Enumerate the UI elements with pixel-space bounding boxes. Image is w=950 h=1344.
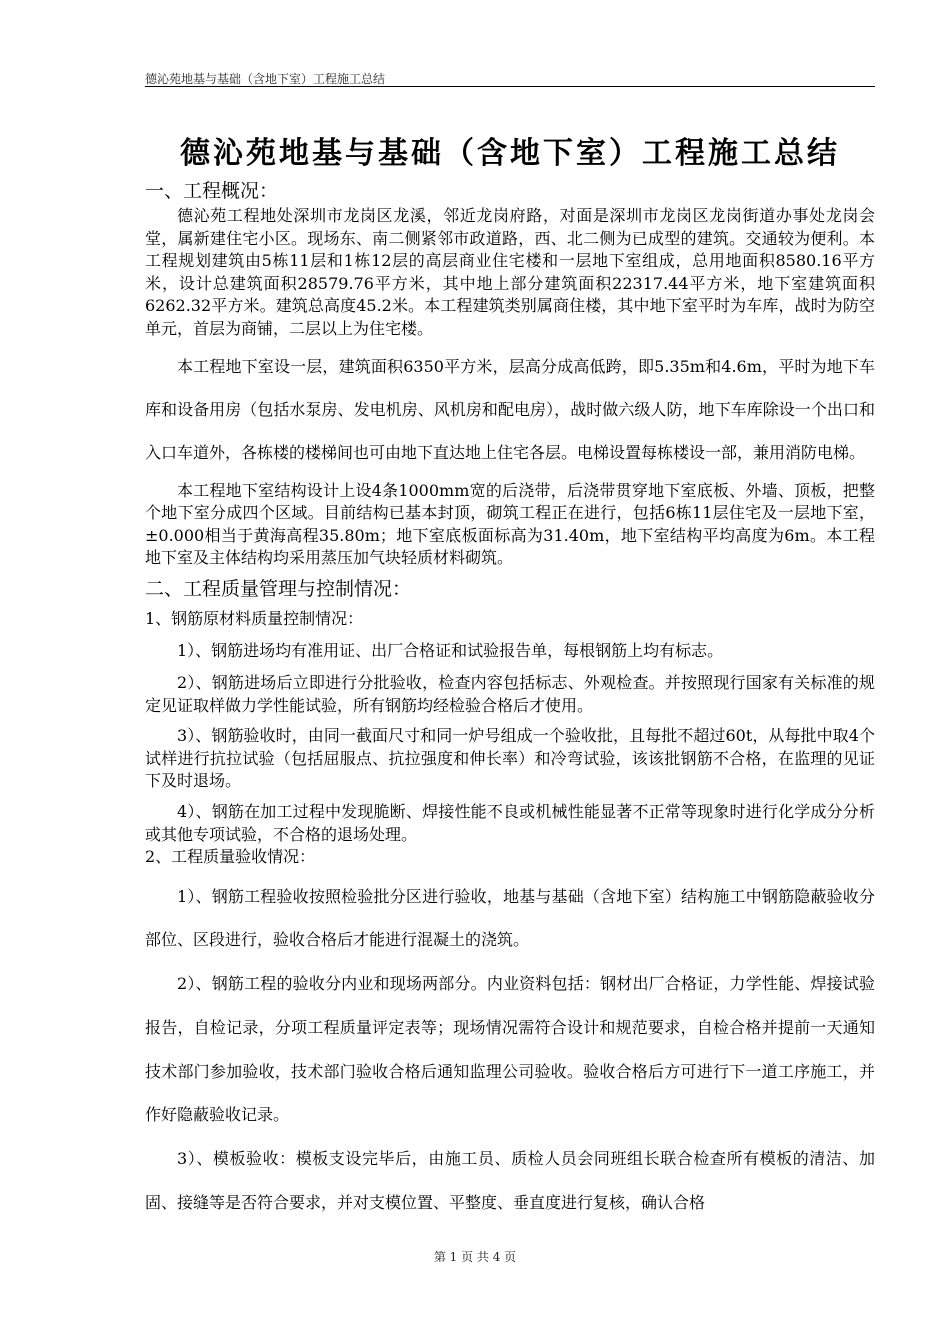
rebar-item-3: 3）、钢筋验收时，由同一截面尺寸和同一炉号组成一个验收批，且每批不超过60t，从每批中取4个试样进行抗拉试验（包括屈服点、抗拉强度和伸长率）和冷弯试验，该该批钢筋不合格，在监理的见证下及时退场。 xyxy=(145,726,875,791)
overview-paragraph-2: 本工程地下室设一层，建筑面积6350平方米，层高分成高低跨，即5.35m和4.6m，平时为地下车库和设备用房（包括水泵房、发电机房、风机房和配电房），战时做六级人防，地下车库除设一个出口和入口车道外，各栋楼的楼梯间也可由地下直达地上住宅各层。电梯设置每栋楼设一部，兼用消防电梯。 xyxy=(145,356,875,462)
section-heading-quality: 二、工程质量管理与控制情况： xyxy=(145,577,412,600)
running-header: 德沁苑地基与基础（含地下室）工程施工总结 xyxy=(145,72,386,86)
rebar-item-1: 1）、钢筋进场均有准用证、出厂合格证和试验报告单，每根钢筋上均有标志。 xyxy=(177,641,724,661)
document-body xyxy=(145,178,875,1224)
subsection-heading-acceptance: 2、工程质量验收情况： xyxy=(145,847,316,867)
rebar-item-4: 4）、钢筋在加工过程中发现脆断、焊接性能不良或机械性能显著不正常等现象时进行化学成分分析或其他专项试验，不合格的退场处理。 xyxy=(145,801,875,844)
overview-paragraph-3: 本工程地下室结构设计上设4条1000mm宽的后浇带，后浇带贯穿地下室底板、外墙、顶板，把整个地下室分成四个区域。目前结构已基本封顶，砌筑工程正在进行，包括6栋11层住宅及一层地下室，±0.000相当于黄海高程35.80m；地下室底板面标高为31.40m，地下室结构平均高度为6m。本工程地下室及主体结构均采用蒸压加气块轻质材料砌筑。 xyxy=(145,480,875,568)
subsection-heading-rebar-material: 1、钢筋原材料质量控制情况： xyxy=(145,608,364,628)
acceptance-item-1: 1）、钢筋工程验收按照检验批分区进行验收，地基与基础（含地下室）结构施工中钢筋隐蔽验收分部位、区段进行，验收合格后才能进行混凝土的浇筑。 xyxy=(145,886,875,950)
acceptance-item-2: 2）、钢筋工程的验收分内业和现场两部分。内业资料包括：钢材出厂合格证，力学性能、焊接试验报告，自检记录，分项工程质量评定表等；现场情况需符合设计和规范要求，自检合格并提前一天通知技术部门参加验收，技术部门验收合格后通知监理公司验收。验收合格后方可进行下一道工序施工，并作好隐蔽验收记录。 xyxy=(145,974,875,1125)
page-number-footer: 第 1 页 共 4 页 xyxy=(433,1250,517,1264)
overview-paragraph-1: 德沁苑工程地处深圳市龙岗区龙溪，邻近龙岗府路，对面是深圳市龙岗区龙岗街道办事处龙岗会堂，属新建住宅小区。现场东、南二侧紧邻市政道路，西、北二侧为已成型的建筑。交通较为便利。本工程规划建筑由5栋11层和1栋12层的高层商业住宅楼和一层地下室组成，总用地面积8580.16平方米，设计总建筑面积28579.76平方米，其中地上部分建筑面积22317.44平方米，地下室建筑面积6262.32平方米。建筑总高度45.2米。本工程建筑类别属商住楼，其中地下室平时为车库，战时为防空单元，首层为商铺，二层以上为住宅楼。 xyxy=(145,206,875,338)
acceptance-item-3: 3）、模板验收：模板支设完毕后，由施工员、质检人员会同班组长联合检查所有模板的清洁、加固、接缝等是否符合要求，并对支模位置、平整度、垂直度进行复核，确认合格 xyxy=(145,1148,875,1212)
header-rule xyxy=(145,86,875,87)
section-heading-overview: 一、工程概况： xyxy=(145,180,279,202)
rebar-item-2: 2）、钢筋进场后立即进行分批验收，检查内容包括标志、外观检查。并按照现行国家有关标准的规定见证取样做力学性能试验，所有钢筋均经检验合格后才使用。 xyxy=(145,672,875,715)
document-title: 德沁苑地基与基础（含地下室）工程施工总结 xyxy=(180,136,840,171)
